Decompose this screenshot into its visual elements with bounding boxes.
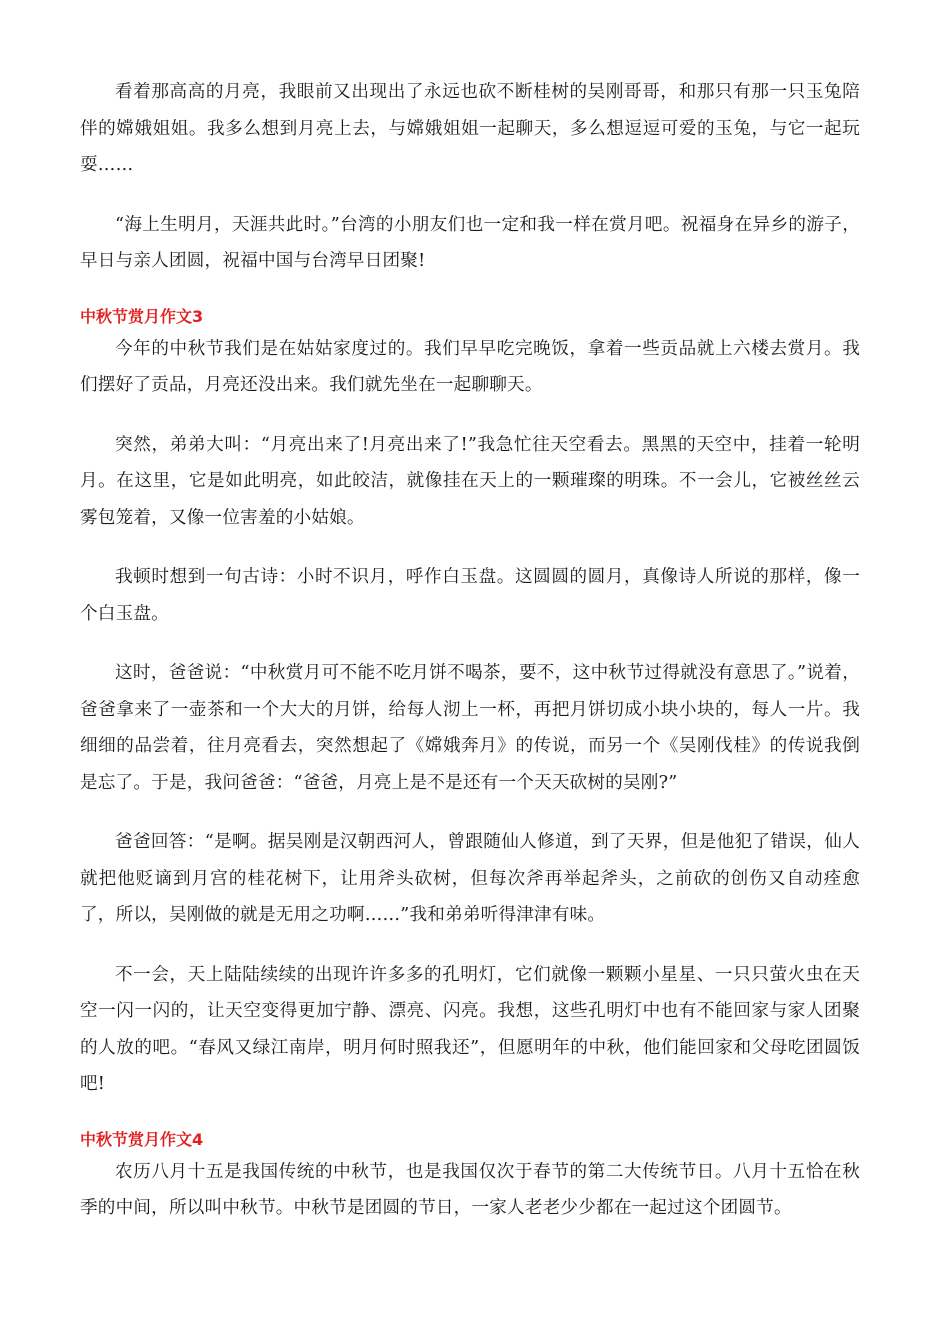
section-heading-4: 中秋节赏月作文4 — [80, 1129, 204, 1149]
paragraph: 不一会，天上陆陆续续的出现许许多多的孔明灯，它们就像一颗颗小星星、一只只萤火虫在天空一闪一闪的，让天空变得更加宁静、漂亮、闪亮。我想，这些孔明灯中也有不能回家与家人团聚的人放的吧。“春风又绿江南岸，明月何时照我还”，但愿明年的中秋，他们能回家和父母吃团圆饭吧! — [80, 964, 860, 1094]
paragraph: 突然，弟弟大叫：“月亮出来了!月亮出来了!”我急忙往天空看去。黑黑的天空中，挂着一轮明月。在这里，它是如此明亮，如此皎洁，就像挂在天上的一颗璀璨的明珠。不一会儿，它被丝丝云雾包笼着，又像一位害羞的小姑娘。 — [80, 434, 860, 528]
paragraph: 这时，爸爸说：“中秋赏月可不能不吃月饼不喝茶，要不，这中秋节过得就没有意思了。”说着，爸爸拿来了一壶茶和一个大大的月饼，给每人沏上一杯，再把月饼切成小块小块的，每人一片。我细细的品尝着，往月亮看去，突然想起了《嫦娥奔月》的传说，而另一个《吴刚伐桂》的传说我倒是忘了。于是，我问爸爸：“爸爸，月亮上是不是还有一个天天砍树的吴刚?” — [80, 663, 860, 793]
paragraph: 我顿时想到一句古诗：小时不识月，呼作白玉盘。这圆圆的圆月，真像诗人所说的那样，像一个白玉盘。 — [80, 567, 860, 624]
paragraph: “海上生明月，天涯共此时。”台湾的小朋友们也一定和我一样在赏月吧。祝福身在异乡的游子，早日与亲人团圆，祝福中国与台湾早日团聚! — [80, 214, 860, 271]
paragraph: 看着那高高的月亮，我眼前又出现出了永远也砍不断桂树的吴刚哥哥，和那只有那一只玉兔陪伴的嫦娥姐姐。我多么想到月亮上去，与嫦娥姐姐一起聊天，多么想逗逗可爱的玉兔，与它一起玩耍…… — [80, 82, 860, 175]
paragraph: 今年的中秋节我们是在姑姑家度过的。我们早早吃完晚饭，拿着一些贡品就上六楼去赏月。我们摆好了贡品，月亮还没出来。我们就先坐在一起聊聊天。 — [80, 338, 860, 395]
paragraph: 爸爸回答：“是啊。据吴刚是汉朝西河人，曾跟随仙人修道，到了天界，但是他犯了错误，仙人就把他贬谪到月宫的桂花树下，让用斧头砍树，但每次斧再举起斧头，之前砍的创伤又自动痊愈了，所以，吴刚做的就是无用之功啊……”我和弟弟听得津津有味。 — [80, 832, 860, 925]
paragraph: 农历八月十五是我国传统的中秋节，也是我国仅次于春节的第二大传统节日。八月十五恰在秋季的中间，所以叫中秋节。中秋节是团圆的节日，一家人老老少少都在一起过这个团圆节。 — [80, 1161, 860, 1218]
document-body — [80, 74, 860, 1250]
section-heading-3: 中秋节赏月作文3 — [80, 306, 204, 326]
